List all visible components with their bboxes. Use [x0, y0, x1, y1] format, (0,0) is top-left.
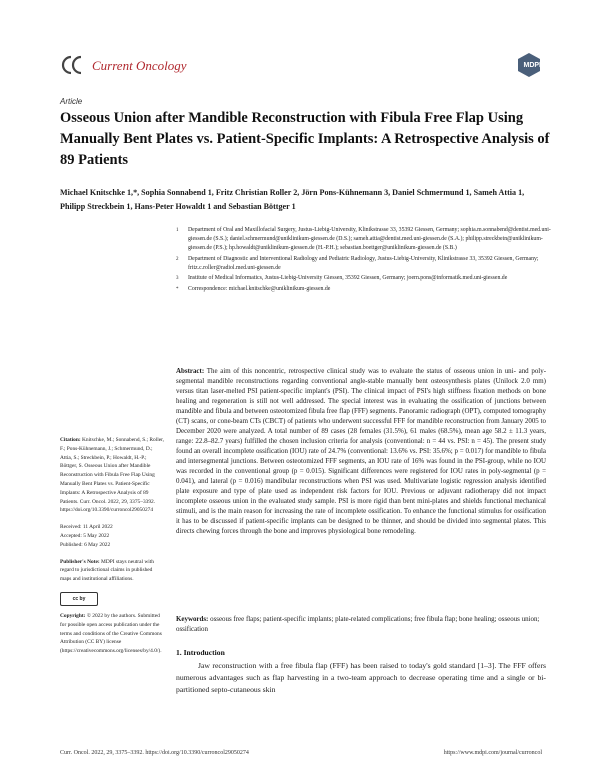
copyright-text: © 2022 by the authors. Submitted for possible open access publication under the terms and conditions of the Creative Commons Attribution (CC BY) license (https://creativecommons.org/licenses/by/4.0/). — [60, 612, 162, 655]
affiliation-number: * — [176, 287, 179, 293]
footer-citation: Curr. Oncol. 2022, 29, 3375–3392. https://doi.org/10.3390/curroncol29050274 — [60, 750, 249, 756]
dates-block — [60, 523, 165, 549]
citation-label: Citation: — [60, 437, 81, 443]
intro-paragraph: Jaw reconstruction with a free fibula flap (FFF) has been raised to today's gold standard [1–3]. The FFF offers numerous advantages such as flap harvesting in a two-team approach to decrease operating time and a single or bi-partitioned septo-cutaneous skin — [176, 661, 546, 694]
article-type: Article — [60, 97, 83, 106]
affiliations — [176, 226, 556, 296]
citation-block — [60, 436, 165, 515]
affiliation-text: Department of Diagnostic and Interventional Radiology and Pediatric Radiology, Justus-Liebig-University, Klinikstrasse 33, 35392 Giessen, Germany; fritz.c.roller@radiol.med.uni-giessen.de — [188, 255, 539, 271]
footer-journal-link[interactable]: https://www.mdpi.com/journal/curroncol — [443, 750, 542, 756]
page-footer — [60, 750, 542, 756]
affiliation-number: 1 — [176, 228, 179, 233]
accepted-date: Accepted: 5 May 2022 — [60, 532, 110, 539]
published-date: Published: 6 May 2022 — [60, 541, 111, 548]
affiliation-number: 3 — [176, 276, 179, 282]
citation-text: Knitschke, M.; Sonnabend, S.; Roller, F.; Pons-Kühnemann, J.; Schmermund, D.; Attia, S.; Streckbein, P.; Howaldt, H.-P.; Böttger, S. Osseous Union after Mandible Reconstruction with Fibula Free Flap Using Manually Bent Plates vs. Patient-Specific Implants: A Retrospective Analysis of 89 Patients. Curr. Oncol. 2022, 29, 3375–3392. https://doi.org/10.3390/curroncol29050274 — [60, 437, 165, 514]
affiliation-text: Institute of Medical Informatics, Justus-Liebig-University Giessen, 35392 Giessen, Germany; joern.pons@informatik.med.uni-giessen.de — [188, 275, 508, 282]
affiliation-item — [176, 226, 556, 253]
page-header — [60, 50, 542, 82]
affiliation-item — [176, 255, 556, 273]
author-list: Michael Knitschke 1,*, Sophia Sonnabend 1, Fritz Christian Roller 2, Jörn Pons-Kühnemann 3, Daniel Schmermund 1, Sameh Attia 1, Philipp Streckbein 1, Hans-Peter Howaldt 1 and Sebastian Böttger 1 — [60, 188, 525, 211]
publisher-note — [60, 558, 165, 584]
keywords-text: osseous free flaps; patient-specific implants; plate-related complications; free fibula flap; bone healing; osseous union; ossification — [176, 615, 540, 633]
cc-license-icon — [60, 592, 98, 606]
paper-title: Osseous Union after Mandible Reconstruction with Fibula Free Flap Using Manually Bent Plates vs. Patient-Specific Implants: A Retrospective Analysis of 89 Patients — [60, 110, 550, 168]
copyright-block — [60, 612, 165, 656]
cc-license-label: cc by — [72, 595, 86, 602]
publisher-note-text: MDPI stays neutral with regard to jurisdictional claims in published maps and institutional affiliations. — [60, 558, 154, 583]
curve-logo-icon — [60, 54, 86, 76]
abstract — [176, 366, 546, 536]
abstract-text: The aim of this noncentric, retrospective clinical study was to evaluate the status of osseous union in uni- and poly-segmental mandible reconstructions regarding conventional angle-stable manually bent osteosynthesis plates (Unilock 2.0 mm) versus titan laser-melted PSI patient-specific implant's (PSI). The clinical impact of PSI's high stiffness fixation methods on bone healing and regeneration is still not well addressed. The special interest was in evaluating the ossification of junctions between mandible and fibula and between osteotomized fibula free flap (FFF) segments. Panoramic radiograph (OPT), computed tomography (CT) scans, or cone-beam CTs (CBCT) of patients who underwent successful FFF for mandible reconstruction from January 2005 to December 2020 were analyzed. A total number of 89 cases (28 females (31.5%), 61 males (68.5%), mean age 58.2 ± 11.3 years, range: 22.8–82.7 years) fulfilled the chosen inclusion criteria for analysis (conventional: n = 44 vs. PSI: n = 45). The present study found an overall incomplete ossification (IOU) rate of 24.7% (conventional: 13.6% vs. PSI: 35.6%; p = 0.017) for mandible to fibula and intersegmental junctions. Between osteotomized FFF segments, an IOU rate of 16% was found in the PSI-group, while no IOU was recorded in the conventional group (p = 0.015). Significant differences were registered for IOU rates in poly-segmental (p = 0.041), and lateral (p = 0.016) mandibular reconstructions when PSI was used. Multivariate logistic regression analysis identified plate exposure and type of plate used as independent risk factors for IOU. Previous or adjuvant radiotherapy did not impact incomplete osseous union in the evaluated study sample. PSI is more rigid than bent mini-plates and shields functional mechanical stimuli, and is the main reason for increasing the rate of incomplete ossification. To enhance the functional stimulus for ossification it has to be discussed if patient-specific implants can be designed to be thinner, and should be divided into segmental plates. This directs chewing forces through the bone and improves physiological bone remodeling. — [176, 367, 547, 535]
affiliation-item — [176, 274, 556, 283]
affiliation-text: Department of Oral and Maxillofacial Surgery, Justus-Liebig-University, Klinikstrasse 33, 35392 Giessen, Germany; sophia.m.sonnabend@dentist.med.uni-giessen.de (S.S.); daniel.schmermund@uniklinikum-giessen.de (D.S.); sameh.attia@dentist.med.uni-giessen.de (S.A.); philipp.streckbein@uniklinikum-giessen.de (P.S.); hp.howaldt@uniklinikum-giessen.de (H.-P.H.); sebastian.boettger@uniklinikum-giessen.de (S.B.) — [188, 227, 551, 252]
keywords-label: Keywords: — [176, 615, 209, 623]
keywords — [176, 614, 546, 634]
affiliation-text: Correspondence: michael.knitschke@uniklinikum-giessen.de — [188, 286, 331, 293]
abstract-label: Abstract: — [176, 367, 205, 375]
publisher-name: MDPI — [523, 62, 541, 69]
copyright-label: Copyright: — [60, 612, 86, 619]
affiliation-number: 2 — [176, 256, 179, 262]
publisher-note-label: Publisher's Note: — [60, 558, 100, 565]
received-date: Received: 11 April 2022 — [60, 524, 113, 531]
section-title: 1. Introduction — [176, 648, 225, 657]
sidebar — [60, 436, 165, 664]
affiliation-item — [176, 285, 556, 294]
journal-name: Current Oncology — [92, 58, 187, 73]
